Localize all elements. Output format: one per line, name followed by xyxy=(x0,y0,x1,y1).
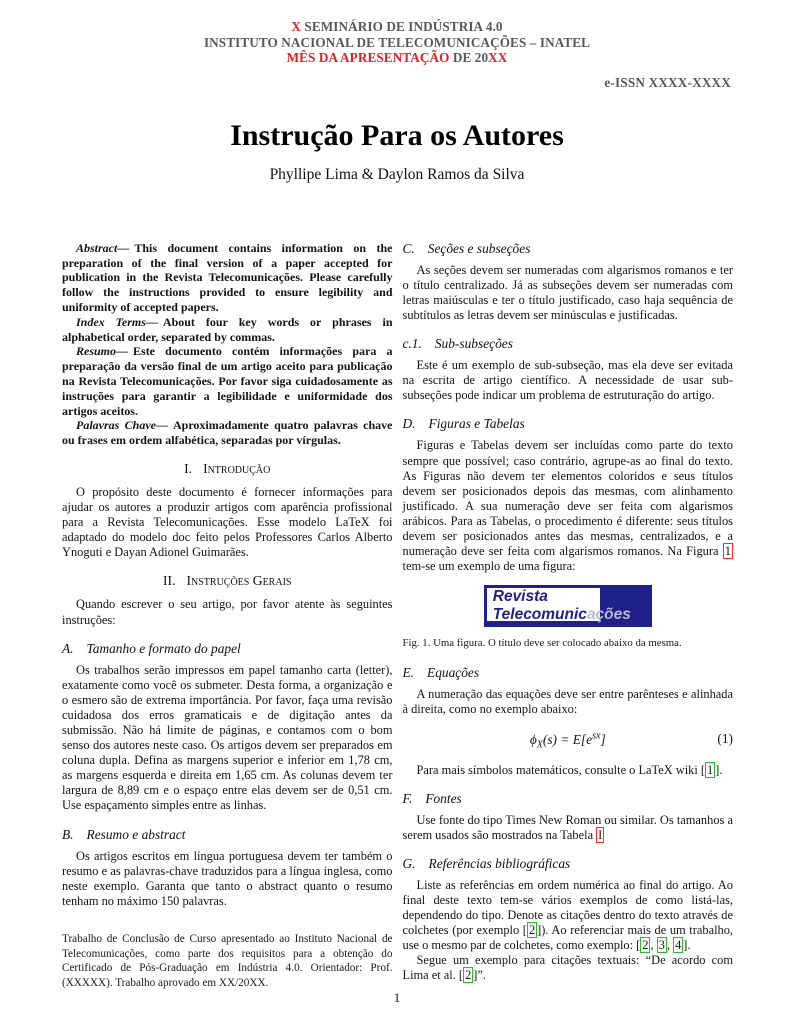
figure-1-ref-link[interactable]: 1 xyxy=(724,544,731,559)
equation-superscript: sx xyxy=(592,730,601,742)
paragraph-text: ]. xyxy=(683,938,691,953)
subsection-title: Figuras e Tabelas xyxy=(428,416,525,432)
citation-4-link[interactable]: 4 xyxy=(675,938,682,953)
index-terms-paragraph xyxy=(62,315,393,345)
citation-3-link[interactable]: 3 xyxy=(658,938,665,953)
paragraph-text: Use fonte do tipo Times New Roman ou similar. Os tamanhos a serem usados são mostrados na Tabela xyxy=(402,812,733,842)
equation-mid: (s) = E[e xyxy=(542,731,593,747)
paragraph-text: Liste as referências em ordem numérica ao final do artigo. Ao final deste texto tem-se vários exemplos de como listá-las, dependendo do tipo. Denote as citações dentro do texto através de colchetes (por exemplo [ xyxy=(402,877,733,938)
section-heading-instrucoes-gerais xyxy=(62,573,393,589)
sub-subsecoes-paragraph: Este é um exemplo de sub-subseção, mas ela deve ser evitada na escrita de artigo científico. A necessidade de usar sub-subseções pode indicar um problema de estruturação do artigo. xyxy=(402,358,733,403)
section-title: Instruções Gerais xyxy=(186,573,292,589)
seminar-name: SEMINÁRIO DE INDÚSTRIA 4.0 xyxy=(300,19,503,34)
resumo-text: Este documento contém informações para a preparação da versão final de um artigo aceito para publicação na Revista Telecomunicações. Por favor siga cuidadosamente as instruções para garantir a legibilidade e uniformidade dos artigos aceitos. xyxy=(62,344,393,418)
equation-close: ] xyxy=(600,731,606,747)
paragraph-text: Figuras e Tabelas devem ser incluídas como parte do texto sempre que possível; caso contrário, agrupe-as ao final do texto. As Figuras não devem ter elementos coloridos e seus títulos devem ser posicionados depois das mesmas, com alinhamento justificado. A sua numeração deve ser feita com algarismos arábicos. Para as Tabelas, o procedimento é diferente: seus títulos devem ser posicionados antes das mesmas, centralizados, e a numeração deve ser feita com algarismos romanos. Na Figura xyxy=(402,438,733,559)
conference-header-line-3 xyxy=(0,50,794,66)
resumo-paragraph xyxy=(62,344,393,418)
tamanho-papel-paragraph: Os trabalhos serão impressos em papel tamanho carta (letter), exatamente como você os submeter. Desta forma, a organização e o esmero são de extrema importância. Por favor, faça uma revisão cuidadosa dos erros gramaticais e de digitação antes da submissão. Não há limite de páginas, e contamos com o bom senso dos autores neste caso. Os artigos devem ser preparados em coluna dupla. Defina as margens superior e inferior em 1,78 cm, as margens esquerda e direita em 1,65 cm. As colunas devem ter largura de 8,89 cm e o espaço entre elas devem ser de 0,51 cm. Use espaçamento simples entre as linhas. xyxy=(62,662,393,813)
subsection-heading-resumo-abstract xyxy=(62,827,393,843)
subsection-heading-secoes xyxy=(403,241,734,257)
abstract-text: This document contains information on the preparation of the final version of a paper accepted for publication in the Revista Telecomunicações. Please carefully follow the instructions provided to ensure legibility and uniformity of accepted papers. xyxy=(62,240,393,314)
logo-wordmark xyxy=(493,588,631,623)
instrucoes-gerais-paragraph: Quando escrever o seu artigo, por favor atente às seguintes instruções: xyxy=(62,597,393,627)
section-title: Introdução xyxy=(203,460,271,476)
conference-header-line-1 xyxy=(0,19,794,35)
logo-line-1: Revista xyxy=(492,588,548,606)
subsection-title: Equações xyxy=(427,665,480,681)
subsection-number: D. xyxy=(402,416,416,432)
subsection-heading-fontes xyxy=(403,791,734,807)
introducao-paragraph: O propósito deste documento é fornecer informações para ajudar os autores a produzir artigos com aparência profissional para a Revista Telecomunicações. Esse modelo LaTeX foi adaptado do modelo doc feito pelos Professores Carlos Alberto Ynoguti e Dayan Adionel Guimarães. xyxy=(62,484,393,560)
subsection-title: Fontes xyxy=(425,790,462,806)
index-terms-label: Index Terms— xyxy=(76,314,158,329)
abstract-label: Abstract— xyxy=(76,240,130,255)
resumo-abstract-paragraph: Os artigos escritos em língua portuguesa devem ter também o resumo e as palavras-chave traduzidos para a língua inglesa, como neste exemplo. Garanta que tanto o abstract quanto o resumo tenham no máximo 150 palavras. xyxy=(62,848,393,908)
table-1-ref-link[interactable]: I xyxy=(598,827,603,842)
subsection-number: G. xyxy=(402,855,416,871)
section-heading-introducao xyxy=(62,461,393,477)
paragraph-text: ]). Ao referenciar mais de um trabalho, use o mesmo par de colchetes, como exemplo: [ xyxy=(402,923,733,953)
presentation-year: XX xyxy=(488,50,508,66)
subsection-title: Resumo e abstract xyxy=(86,826,186,842)
figure-1 xyxy=(403,585,734,650)
paragraph-text: Segue um exemplo para citações textuais: “De acordo com Lima et al. [ xyxy=(402,953,733,983)
revista-telecomunicacoes-logo xyxy=(484,585,652,627)
paragraph-text: Para mais símbolos matemáticos, consulte o LaTeX wiki [ xyxy=(416,762,706,777)
citation-2-link[interactable]: 2 xyxy=(528,923,536,938)
equation-body xyxy=(529,730,606,751)
presentation-month: MÊS DA APRESENTAÇÃO xyxy=(286,50,450,66)
citation-2-link[interactable]: 2 xyxy=(642,938,649,953)
index-terms-text: About four key words or phrases in alphabetical order, separated by commas. xyxy=(62,314,393,344)
subsection-number: B. xyxy=(62,826,74,842)
equation-phi: ϕ xyxy=(529,731,537,747)
paragraph-text: , xyxy=(666,938,674,953)
subsection-title: Seções e subseções xyxy=(427,240,531,256)
section-number: I. xyxy=(184,460,193,476)
paragraph-text: tem-se um exemplo de uma figura: xyxy=(402,559,576,574)
subsection-number: C. xyxy=(402,240,415,256)
paragraph-text: , xyxy=(650,938,657,953)
subsection-heading-figuras-tabelas xyxy=(403,416,734,432)
presentation-mid: DE 20 xyxy=(449,50,489,66)
secoes-paragraph: As seções devem ser numeradas com algarismos romanos e ter o título centralizado. Já as subseções devem ser numeradas com letras maiúsculas e ter o título justificado, caso haja sequência de subtítulos as letras devem ser minúsculas e justificadas. xyxy=(402,262,733,323)
subsubsection-heading-sub-subsecoes xyxy=(403,336,734,352)
subsubsection-number: c.1. xyxy=(402,336,422,352)
subsection-number: F. xyxy=(402,790,413,806)
figure-1-caption: Fig. 1. Uma figura. O título deve ser colocado abaixo da mesma. xyxy=(402,637,682,650)
subsubsection-title: Sub-subseções xyxy=(434,336,513,352)
left-column xyxy=(62,241,393,991)
logo-line-2 xyxy=(493,606,631,624)
subsection-heading-tamanho-papel xyxy=(62,641,393,657)
palavras-chave-text: Aproximadamente quatro palavras chave ou frases em ordem alfabética, separadas por vírgulas. xyxy=(62,418,393,448)
subsection-title: Referências bibliográficas xyxy=(428,855,571,871)
resumo-label: Resumo— xyxy=(76,344,129,359)
citation-2-link[interactable]: 2 xyxy=(465,968,472,983)
thesis-footnote: Trabalho de Conclusão de Curso apresentado ao Instituto Nacional de Telecomunicações, como parte dos requisitos para a obtenção do Certificado de Pós-Graduação em Indústria 4.0. Orientador: Prof. (XXXXX). Trabalho aprovado em XX/20XX. xyxy=(62,932,393,990)
subsection-number: A. xyxy=(62,640,74,656)
referencias-paragraph-2 xyxy=(403,953,734,983)
fontes-paragraph xyxy=(403,813,734,843)
subsection-title: Tamanho e formato do papel xyxy=(86,640,241,656)
equation-1 xyxy=(403,730,734,750)
latex-wiki-paragraph xyxy=(403,763,734,778)
section-number: II. xyxy=(163,573,176,589)
figuras-tabelas-paragraph xyxy=(403,438,734,574)
conference-header xyxy=(0,0,794,66)
citation-1-link[interactable]: 1 xyxy=(707,762,714,777)
paper-authors: Phyllipe Lima & Daylon Ramos da Silva xyxy=(269,165,525,183)
subsection-number: E. xyxy=(402,665,415,681)
right-column xyxy=(403,241,734,991)
seminar-ordinal: X xyxy=(291,19,301,34)
subsection-heading-referencias xyxy=(403,856,734,872)
conference-header-line-2: INSTITUTO NACIONAL DE TELECOMUNICAÇÕES – INATEL xyxy=(203,34,591,50)
logo-line-2-light: ações xyxy=(586,605,631,623)
paragraph-text: ]. xyxy=(715,762,723,777)
two-column-body xyxy=(62,241,733,991)
palavras-chave-label: Palavras Chave— xyxy=(76,418,168,433)
equation-subscript: X xyxy=(536,739,543,751)
page-number: 1 xyxy=(393,990,401,1005)
subsection-heading-equacoes xyxy=(403,665,734,681)
logo-line-2-dark: Telecomunic xyxy=(492,605,587,623)
palavras-chave-paragraph xyxy=(62,418,393,448)
equation-number: (1) xyxy=(717,731,733,747)
paper-title: Instrução Para os Autores xyxy=(230,118,564,152)
paragraph-text: ]”. xyxy=(473,968,486,983)
eissn-label: e-ISSN XXXX-XXXX xyxy=(604,74,731,90)
referencias-paragraph-1 xyxy=(403,878,734,953)
abstract-paragraph xyxy=(62,241,393,315)
equacoes-paragraph: A numeração das equações deve ser entre parênteses e alinhada à direita, como no exemplo abaixo: xyxy=(402,687,733,717)
